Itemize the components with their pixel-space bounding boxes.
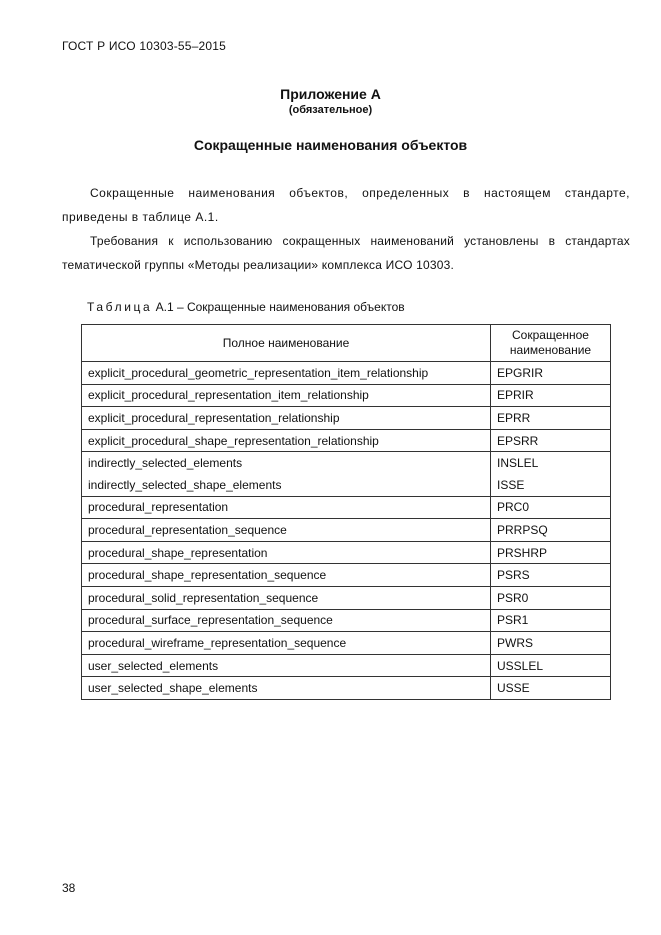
document-code: ГОСТ Р ИСО 10303-55–2015 [62,39,227,53]
table-row [82,474,611,496]
table-row [82,541,611,564]
paragraph-1-text: Сокращенные наименования объектов, определенных в настоящем стандарте, приведены в таблице А.1. [62,186,630,224]
short-name-cell: PSR1 [491,609,611,632]
full-name-cell: user_selected_elements [82,654,491,677]
full-name-cell: explicit_procedural_representation_item_relationship [82,384,491,407]
short-name-cell: EPRIR [491,384,611,407]
table-row [82,586,611,609]
paragraph-2-text: Требования к использованию сокращенных наименований установлены в стандартах тематической группы «Методы реализации» комплекса ИСО 10303. [62,234,630,272]
table-row [82,362,611,385]
table-row [82,519,611,542]
short-name-cell: ISSE [491,474,611,496]
table-row [82,609,611,632]
full-name-cell: procedural_representation [82,496,491,519]
short-name-cell: EPRR [491,407,611,430]
short-name-cell: PWRS [491,632,611,655]
table-caption-label: Таблица [87,300,153,314]
full-name-cell: explicit_procedural_geometric_representation_item_relationship [82,362,491,385]
paragraph-2 [62,229,630,277]
full-name-cell: procedural_solid_representation_sequence [82,586,491,609]
full-name-cell: user_selected_shape_elements [82,677,491,700]
full-name-cell: procedural_shape_representation [82,541,491,564]
header-short-name: Сокращенное наименование [491,325,611,362]
table-row [82,654,611,677]
short-name-cell: PRRPSQ [491,519,611,542]
header-full-name: Полное наименование [82,325,491,362]
table-header-row [82,325,611,362]
full-name-cell: explicit_procedural_representation_relationship [82,407,491,430]
short-name-cell: PSRS [491,564,611,587]
full-name-cell: procedural_surface_representation_sequence [82,609,491,632]
full-name-cell: indirectly_selected_shape_elements [82,474,491,496]
full-name-cell: procedural_representation_sequence [82,519,491,542]
short-name-cell: PSR0 [491,586,611,609]
short-name-cell: EPSRR [491,429,611,452]
full-name-cell: indirectly_selected_elements [82,452,491,474]
short-name-cell: INSLEL [491,452,611,474]
table-row [82,452,611,474]
section-title: Сокращенные наименования объектов [193,137,468,153]
short-name-cell: EPGRIR [491,362,611,385]
appendix-title: Приложение А [280,86,381,102]
table-caption [87,300,405,314]
table-row [82,632,611,655]
short-name-cell: USSLEL [491,654,611,677]
abbreviations-table [81,324,611,700]
table-row [82,677,611,700]
appendix-subtitle: (обязательное) [288,104,373,116]
table-row [82,429,611,452]
short-name-cell: PRC0 [491,496,611,519]
short-name-cell: PRSHRP [491,541,611,564]
full-name-cell: explicit_procedural_shape_representation_relationship [82,429,491,452]
full-name-cell: procedural_shape_representation_sequence [82,564,491,587]
page-number: 38 [62,881,76,895]
full-name-cell: procedural_wireframe_representation_sequence [82,632,491,655]
table-row [82,407,611,430]
table-row [82,384,611,407]
paragraph-1 [62,181,630,229]
table-caption-text: А.1 – Сокращенные наименования объектов [152,300,405,314]
table-row [82,496,611,519]
table-row [82,564,611,587]
short-name-cell: USSE [491,677,611,700]
